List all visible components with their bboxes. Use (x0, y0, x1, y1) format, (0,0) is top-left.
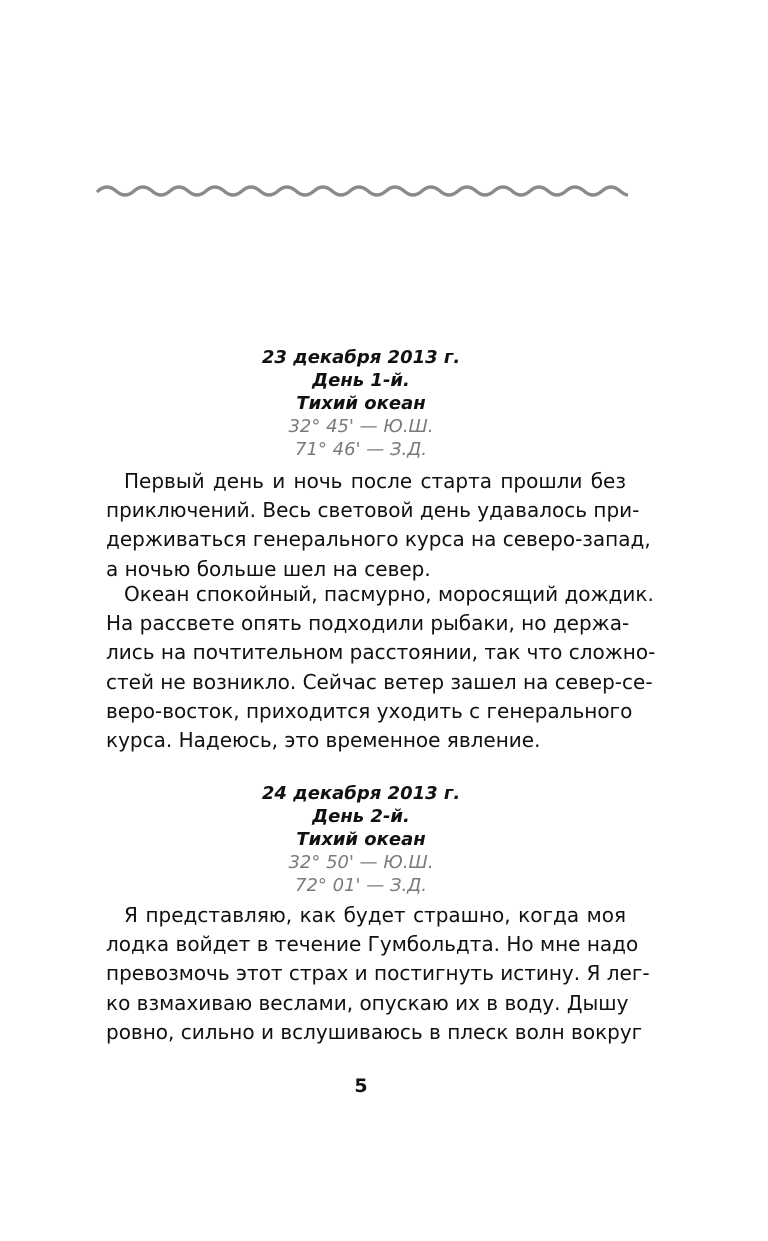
entry-latitude: 32° 50' — Ю.Ш. (288, 852, 434, 873)
entry-paragraph (106, 467, 651, 584)
entry-date: 23 декабря 2013 г. (261, 347, 461, 368)
text-line: держиваться генерального курса на северо-запад, (106, 527, 651, 552)
entry-day: День 1-й. (312, 370, 410, 391)
entry-header (96, 782, 626, 897)
page-number: 5 (354, 1075, 368, 1097)
text-line: приключений. Весь световой день удавалось при- (106, 498, 640, 523)
entry-paragraph (106, 580, 656, 755)
entry-date: 24 декабря 2013 г. (261, 783, 461, 804)
text-line: курса. Надеюсь, это временное явление. (106, 728, 541, 753)
wave-divider (96, 178, 628, 198)
text-line: веро-восток, приходится уходить с генерального (106, 698, 633, 723)
text-line: ко взмахиваю веслами, опускаю их в воду. Дышу (106, 990, 629, 1015)
entry-location: Тихий океан (296, 393, 426, 414)
text-line: стей не возникло. Сейчас ветер зашел на север-се- (106, 669, 653, 694)
text-line: а ночью больше шел на север. (106, 556, 431, 581)
entry-day: День 2-й. (312, 806, 410, 827)
text-line: Океан спокойный, пасмурно, моросящий дождик. (124, 582, 654, 606)
text-line: Я представляю, как будет страшно, когда моя (124, 903, 626, 927)
entry-longitude: 72° 01' — З.Д. (295, 875, 427, 896)
text-line: превозмочь этот страх и постигнуть истину. Я лег- (106, 961, 650, 986)
entry-longitude: 71° 46' — З.Д. (295, 439, 427, 460)
entry-location: Тихий океан (296, 829, 426, 850)
wave-divider-line (98, 187, 628, 195)
entry-latitude: 32° 45' — Ю.Ш. (288, 416, 434, 437)
text-line: лись на почтительном расстоянии, так что сложно- (106, 640, 656, 665)
entry-paragraph (106, 901, 650, 1047)
text-line: ровно, сильно и вслушиваюсь в плеск волн вокруг (106, 1019, 643, 1044)
entry-header (96, 346, 626, 461)
text-line: лодка войдет в течение Гумбольдта. Но мне надо (106, 932, 639, 957)
text-line: Первый день и ночь после старта прошли без (124, 469, 626, 493)
text-line: На рассвете опять подходили рыбаки, но держа- (106, 611, 630, 636)
